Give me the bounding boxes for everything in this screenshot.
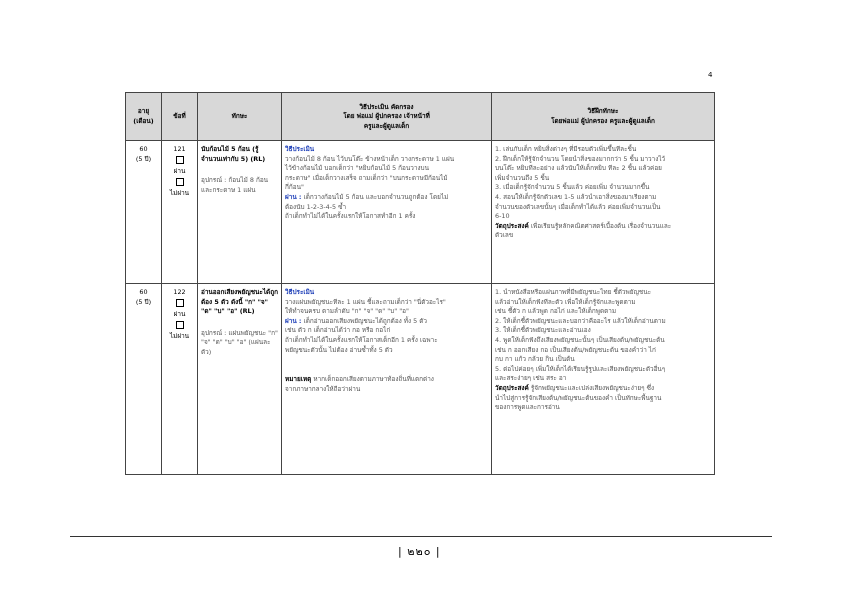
- train-line: 4. สอนให้เด็กรู้จักตัวเลข 1-5 แล้วนำเอาสิ่งของมาเรียงตาม: [495, 192, 657, 201]
- eval-cell: [282, 141, 492, 284]
- train-goal-text: เพื่อเรียนรู้หลักคณิตศาสตร์เบื้องต้น เรื่องจำนวนและ: [530, 221, 672, 230]
- eval-line: กี่ก้อน": [285, 183, 304, 192]
- eval-line: กระดาษ" เมื่อเด็กวางเสร็จ ถามเด็กว่า "บนกระดาษมีก้อนไม้: [285, 173, 448, 182]
- eval-pass-text: เด็กอ่านออกเสียงพยัญชนะได้ถูกต้อง ทั้ง 5 ตัว: [303, 316, 428, 325]
- pass-checkbox[interactable]: [176, 299, 184, 307]
- train-line: บนโต๊ะ หยิบทีละอย่าง แล้วนับให้เด็กหยิบ ทีละ 2 ชิ้น แล้วค่อย: [495, 164, 662, 173]
- eval-pass-label: ผ่าน :: [285, 316, 302, 325]
- eval-line: วางแผ่นพยัญชนะทีละ 1 แผ่น ชี้และถามเด็กว่า "นี่ตัวอะไร": [285, 297, 446, 306]
- eval-title: วิธีประเมิน: [285, 288, 315, 296]
- train-line: จำนวนของตัวเลขนั้นๆ เมื่อเด็กทำได้แล้ว ค่อยเพิ่มจำนวนเป็น: [495, 202, 661, 211]
- eval-pass-line: เช่น ตัว ก เด็กอ่านได้ว่า กอ หรือ กอไก่: [285, 326, 391, 335]
- header-train: วิธีฝึกทักษะ โดยพ่อแม่ ผู้ปกครอง ครูและผู้ดูแลเด็ก: [492, 93, 715, 141]
- eval-pass-line: ถ้าเด็กทำไม่ได้ในครั้งแรกให้โอกาสทำอีก 1 ครั้ง: [285, 212, 416, 221]
- eval-note-label: หมายเหตุ: [285, 375, 312, 384]
- train-line: 6-10: [495, 212, 510, 221]
- skill-title: อ่านออกเสียงพยัญชนะได้ถูกต้อง 5 ตัว ดังนี้ "ก" "จ" "ด" "บ" "อ" (RL): [201, 288, 278, 316]
- train-line: แล้วอ่านให้เด็กฟังทีละตัว เพื่อให้เด็กรู้จักและพูดตาม: [495, 297, 636, 306]
- eval-cell: [282, 284, 492, 475]
- train-line: เช่น ชี้ตัว ก แล้วพูด กอไก่ และให้เด็กพูดตาม: [495, 307, 617, 316]
- train-goal-line: ตัวเลข: [495, 231, 514, 240]
- skill-cell: [198, 284, 282, 475]
- fail-label: ไม่ผ่าน: [169, 332, 190, 340]
- eval-pass-line: ต้องนับ 1-2-3-4-5 ซ้ำ: [285, 202, 347, 211]
- eval-title: วิธีประเมิน: [285, 145, 315, 153]
- item-cell: [162, 141, 198, 284]
- fail-checkbox[interactable]: [176, 321, 184, 329]
- age-cell: 60 (5 ปี): [126, 141, 162, 284]
- train-cell: [492, 284, 715, 475]
- header-item: ข้อที่: [162, 93, 198, 141]
- table-row: [126, 141, 715, 284]
- train-line: 5. ต่อไปค่อยๆ เพิ่มให้เด็กได้เรียนรู้รูปและเสียงพยัญชนะตัวอื่นๆ: [495, 364, 666, 373]
- eval-pass-label: ผ่าน :: [285, 192, 302, 201]
- train-line: 4. พูดให้เด็กฟังถึงเสียงพยัญชนะนั้นๆ เป็นเสียงต้น/พยัญชนะต้น: [495, 335, 665, 344]
- header-age: อายุ (เดือน): [126, 93, 162, 141]
- skill-equipment: อุปกรณ์ : แผ่นพยัญชนะ "ก" "จ" "ด" "บ" "อ" (แผ่นละตัว): [201, 328, 278, 356]
- train-line: 2. ฝึกเด็กให้รู้จักจำนวน โดยนำสิ่งของมากกว่า 5 ชิ้น มาวางไว้: [495, 154, 666, 163]
- header-eval: วิธีประเมิน คัดกรอง โดย พ่อแม่ ผู้ปกครอง เจ้าหน้าที่ ครูและผู้ดูแลเด็ก: [282, 93, 492, 141]
- header-skill: ทักษะ: [198, 93, 282, 141]
- assessment-table: [125, 92, 715, 475]
- eval-pass-line: พยัญชนะตัวนั้น ไม่ต้อง อ่านซ้ำทั้ง 5 ตัว: [285, 345, 393, 354]
- table-row: [126, 284, 715, 475]
- fail-checkbox[interactable]: [176, 178, 184, 186]
- table-header-row: [126, 93, 715, 141]
- train-line: กบ กา แก้ว กล้วย กิน เป็นต้น: [495, 355, 575, 364]
- train-line: 1. นำหนังสือหรือแผ่นภาพที่มีพยัญชนะไทย ชี้ตัวพยัญชนะ: [495, 288, 652, 296]
- skill-cell: [198, 141, 282, 284]
- eval-note-text: หากเด็กออกเสียงตามภาษาท้องถิ่นที่แตกต่าง: [313, 375, 434, 384]
- pass-label: ผ่าน: [173, 167, 186, 175]
- footer-page-number: | ๒๒๐ |: [398, 545, 441, 558]
- age-cell: 60 (5 ปี): [126, 284, 162, 475]
- train-cell: [492, 141, 715, 284]
- train-line: เช่น ก ออกเสียง กอ เป็นเสียงต้น/พยัญชนะต้น ของคำว่า ไก่: [495, 345, 656, 354]
- pass-checkbox[interactable]: [176, 156, 184, 164]
- item-number: 121: [173, 145, 186, 153]
- eval-pass-line: ถ้าเด็กทำไม่ได้ในครั้งแรกให้โอกาสเด็กอีก 1 ครั้ง เฉพาะ: [285, 335, 438, 344]
- train-line: 2. ให้เด็กชี้ตัวพยัญชนะและบอกว่าคืออะไร แล้วให้เด็กอ่านตาม: [495, 316, 666, 325]
- train-goal-label: วัตถุประสงค์: [495, 221, 529, 230]
- train-line: 3. ให้เด็กชี้ตัวพยัญชนะและอ่านเอง: [495, 326, 591, 335]
- train-line: 1. เล่นกับเด็ก หยิบสิ่งต่างๆ ที่มีรอบตัวเพิ่มขึ้นทีละชิ้น: [495, 145, 637, 153]
- skill-title: นับก้อนไม้ 5 ก้อน (รู้จำนวนเท่ากับ 5) (RL): [201, 145, 266, 163]
- item-cell: [162, 284, 198, 475]
- eval-pass-text: เด็กวางก้อนไม้ 5 ก้อน และบอกจำนวนถูกต้อง โดยไม่: [303, 192, 449, 201]
- eval-line: วางก้อนไม้ 8 ก้อน ไว้บนโต๊ะ ข้างหน้าเด็ก วางกระดาษ 1 แผ่น: [285, 154, 455, 163]
- train-line: เพิ่มจำนวนถึง 5 ชิ้น: [495, 173, 550, 182]
- pass-label: ผ่าน: [173, 310, 186, 318]
- footer-rule: [70, 536, 772, 537]
- train-goal-line: ของการพูดและการอ่าน: [495, 403, 560, 412]
- skill-equipment: อุปกรณ์ : ก้อนไม้ 8 ก้อนและกระดาษ 1 แผ่น: [201, 176, 269, 194]
- item-number: 122: [173, 288, 186, 296]
- fail-label: ไม่ผ่าน: [169, 189, 190, 197]
- eval-note-line: จากภาษากลางให้ถือว่าผ่าน: [285, 384, 361, 393]
- train-goal-line: นำไปสู่การรู้จักเสียงต้น/พยัญชนะต้นของคำ เป็นทักษะพื้นฐาน: [495, 393, 662, 402]
- train-line: และสระง่ายๆ เช่น สระ อา: [495, 374, 567, 383]
- page-corner-number: 4: [708, 71, 713, 79]
- eval-line: ไว้ข้างก้อนไม้ บอกเด็กว่า "หยิบก้อนไม้ 5 ก้อนวางบน: [285, 164, 429, 173]
- train-goal-label: วัตถุประสงค์: [495, 383, 529, 392]
- train-line: 3. เมื่อเด็กรู้จักจำนวน 5 ชิ้นแล้ว ค่อยเพิ่ม จำนวนมากขึ้น: [495, 183, 650, 192]
- eval-line: ให้ทำจนครบ ตามลำดับ "ก" "จ" "ด" "บ" "อ": [285, 307, 409, 316]
- train-goal-text: รู้จักพยัญชนะและเปล่งเสียงพยัญชนะง่ายๆ ซึ่ง: [530, 383, 655, 392]
